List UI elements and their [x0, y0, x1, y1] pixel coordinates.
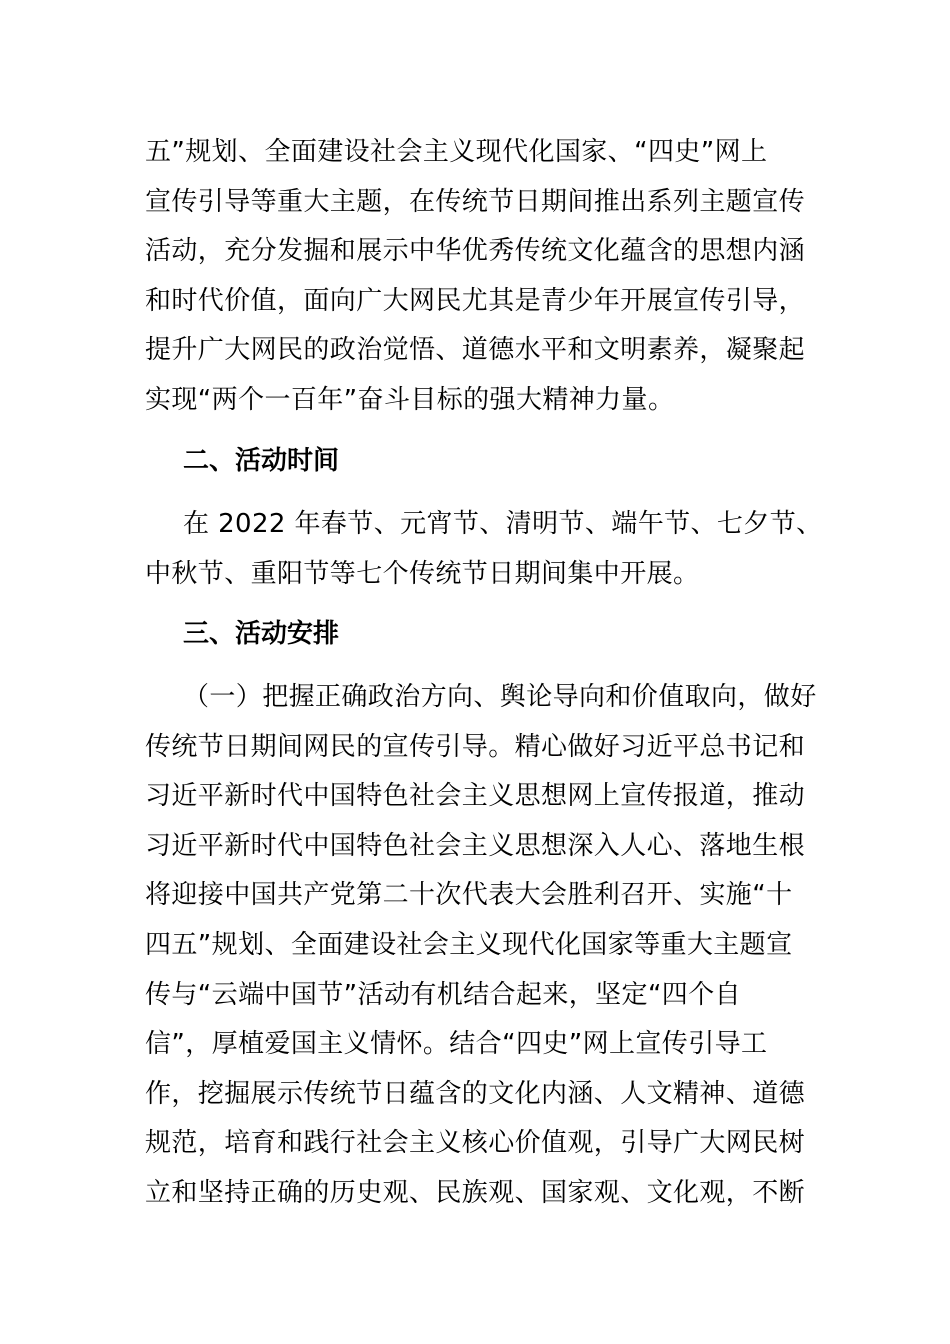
paragraph-line: 将迎接中国共产党第二十次代表大会胜利召开、实施“十 [145, 880, 793, 911]
paragraph-line: 传与“云端中国节”活动有机结合起来，坚定“四个自 [145, 979, 742, 1010]
paragraph-line: 习近平新时代中国特色社会主义思想深入人心、落地生根 [145, 830, 806, 861]
paragraph-line: 提升广大网民的政治觉悟、道德水平和文明素养，凝聚起 [145, 335, 806, 366]
paragraph-line: 作，挖掘展示传统节日蕴含的文化内涵、人文精神、道德 [145, 1078, 806, 1109]
paragraph-line: 立和坚持正确的历史观、民族观、国家观、文化观，不断 [145, 1177, 806, 1208]
paragraph-line: 在 2022 年春节、元宵节、清明节、端午节、七夕节、 [183, 509, 823, 539]
paragraph-line: 五”规划、全面建设社会主义现代化国家、“四史”网上 [145, 137, 768, 167]
paragraph-line: 宣传引导等重大主题，在传统节日期间推出系列主题宣传 [145, 186, 806, 217]
intro-paragraph [145, 128, 815, 426]
paragraph-line: 传统节日期间网民的宣传引导。精心做好习近平总书记和 [145, 731, 806, 762]
section3-paragraph [145, 673, 815, 1219]
paragraph-line: 和时代价值，面向广大网民尤其是青少年开展宣传引导， [145, 285, 806, 316]
section-heading-activity-time: 二、活动时间 [183, 446, 340, 476]
paragraph-line: 实现“两个一百年”奋斗目标的强大精神力量。 [145, 384, 675, 415]
paragraph-line: 规范，培育和践行社会主义核心价值观，引导广大网民树 [145, 1128, 806, 1159]
paragraph-line: （一）把握正确政治方向、舆论导向和价值取向，做好 [183, 682, 817, 712]
section2-paragraph [145, 500, 823, 599]
paragraph-line: 信”，厚植爱国主义情怀。结合“四史”网上宣传引导工 [145, 1029, 768, 1060]
paragraph-line: 中秋节、重阳节等七个传统节日期间集中开展。 [145, 558, 700, 589]
paragraph-line: 四五”规划、全面建设社会主义现代化国家等重大主题宣 [145, 929, 793, 960]
section-heading-activity-arrangement: 三、活动安排 [183, 619, 340, 649]
paragraph-line: 活动，充分发掘和展示中华优秀传统文化蕴含的思想内涵 [145, 236, 806, 267]
paragraph-line: 习近平新时代中国特色社会主义思想网上宣传报道，推动 [145, 781, 806, 812]
